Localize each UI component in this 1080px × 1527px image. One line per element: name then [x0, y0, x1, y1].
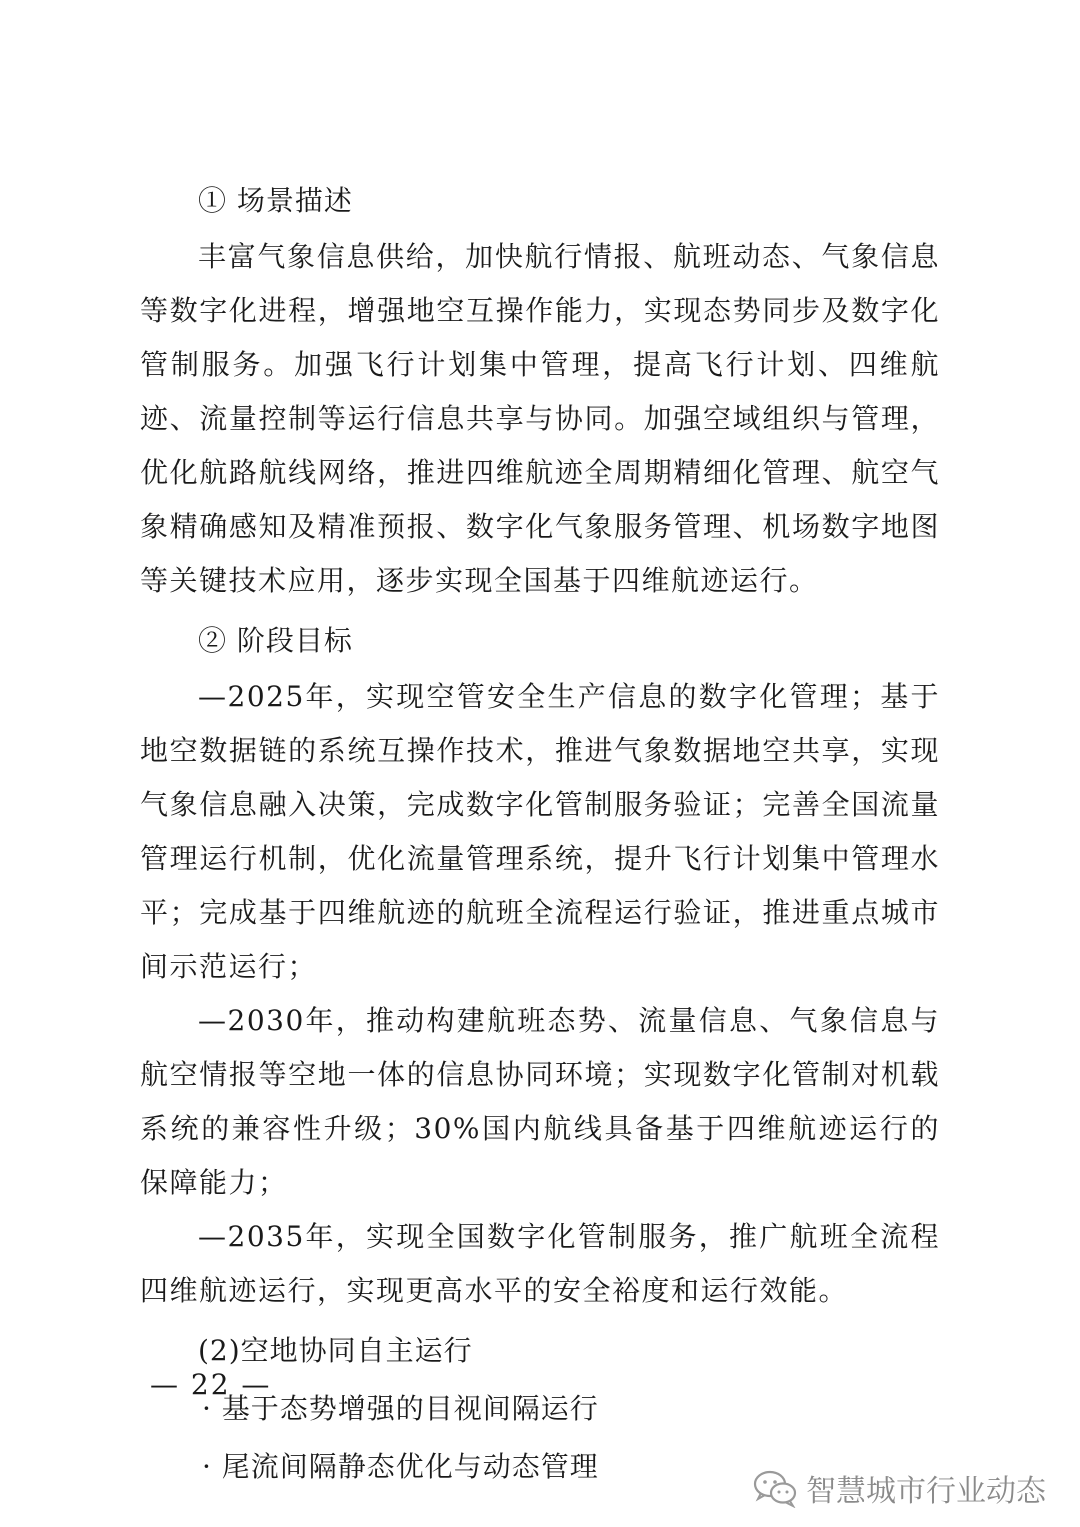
page-number: — 22 —	[150, 1368, 272, 1401]
section-heading-scenario: ① 场景描述	[198, 184, 353, 217]
bullet-item: · 尾流间隔静态优化与动态管理	[202, 1450, 599, 1483]
wechat-icon	[752, 1468, 798, 1508]
page-content	[140, 172, 940, 1496]
watermark	[752, 1466, 1046, 1510]
watermark-text: 智慧城市行业动态	[806, 1474, 1046, 1509]
goal-2025-paragraph: —2025年，实现空管安全生产信息的数字化管理；基于地空数据链的系统互操作技术，推进气象数据地空共享，实现气象信息融入决策，完成数字化管制服务验证；完善全国流量管理运行机制，优化流量管理系统，提升飞行计划集中管理水平；完成基于四维航迹的航班全流程运行验证，推进重点城市间示范运行；	[140, 680, 940, 983]
goal-2030-paragraph: —2030年，推动构建航班态势、流量信息、气象信息与航空情报等空地一体的信息协同环境；实现数字化管制对机载系统的兼容性升级；30%国内航线具备基于四维航迹运行的保障能力；	[140, 1004, 940, 1199]
section-heading-stage-goals: ② 阶段目标	[198, 624, 353, 657]
section-heading-air-ground-coordination: (2)空地协同自主运行	[198, 1334, 473, 1367]
bullet-item: · 基于态势增强的目视间隔运行	[202, 1392, 599, 1425]
scenario-paragraph: 丰富气象信息供给，加快航行情报、航班动态、气象信息等数字化进程，增强地空互操作能力，实现态势同步及数字化管制服务。加强飞行计划集中管理，提高飞行计划、四维航迹、流量控制等运行信息共享与协同。加强空域组织与管理，优化航路航线网络，推进四维航迹全周期精细化管理、航空气象精确感知及精准预报、数字化气象服务管理、机场数字地图等关键技术应用，逐步实现全国基于四维航迹运行。	[140, 240, 940, 597]
goal-2035-paragraph: —2035年，实现全国数字化管制服务，推广航班全流程四维航迹运行，实现更高水平的安全裕度和运行效能。	[140, 1220, 940, 1307]
